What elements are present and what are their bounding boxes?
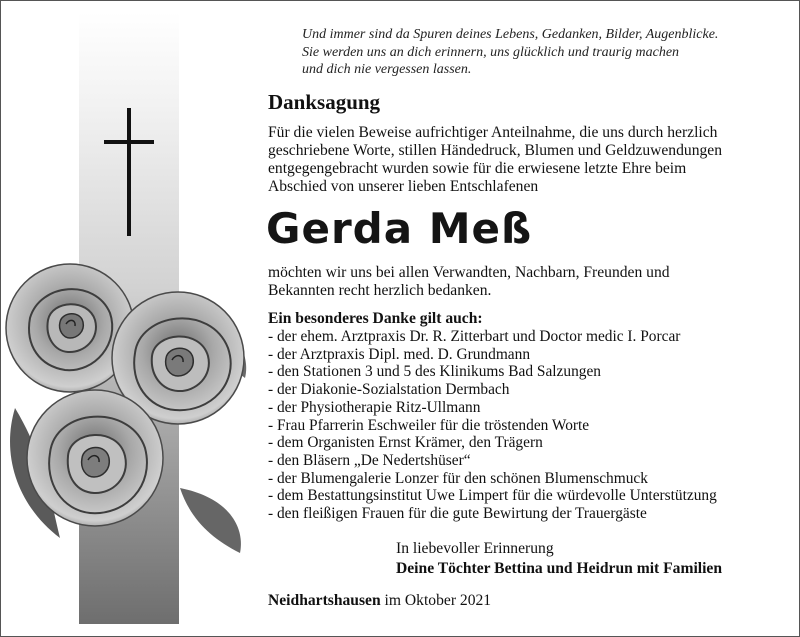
list-item: - der Arztpraxis Dipl. med. D. Grundmann	[268, 345, 531, 363]
list-item: - dem Organisten Ernst Krämer, den Trägern	[268, 434, 543, 452]
town-name: Neidhartshausen	[268, 592, 381, 609]
place-date	[268, 592, 491, 610]
thanks-paragraph	[268, 264, 788, 300]
family-signature: Deine Töchter Bettina und Heidrun mit Familien	[396, 560, 723, 577]
motto-line: Sie werden uns an dich erinnern, uns glücklich und traurig machen	[302, 44, 680, 60]
intro-line: Abschied von unserer lieben Entschlafenen	[268, 178, 539, 195]
list-item: - den Stationen 3 und 5 des Klinikums Bad Salzungen	[268, 363, 601, 381]
roses-illustration	[0, 258, 250, 558]
intro-line: Für die vielen Beweise aufrichtiger Anteilnahme, die uns durch herzlich	[268, 124, 718, 141]
list-item: - der Diakonie-Sozialstation Dermbach	[268, 381, 510, 399]
thanks-line: möchten wir uns bei allen Verwandten, Nachbarn, Freunden und	[268, 264, 670, 281]
cross-icon	[127, 108, 131, 236]
date-text: im Oktober 2021	[380, 592, 492, 609]
list-item: - den Bläsern „De Nedertshüser“	[268, 451, 471, 469]
list-item: - der Physiotherapie Ritz-Ullmann	[268, 398, 481, 416]
deceased-name: Gerda Meß	[266, 204, 533, 253]
motto-line: Und immer sind da Spuren deines Lebens, Gedanken, Bilder, Augenblicke.	[302, 27, 719, 42]
special-thanks-title: Ein besonderes Danke gilt auch:	[268, 310, 483, 327]
closing-signature	[396, 539, 722, 579]
rose-bottom	[27, 390, 163, 526]
special-thanks-list	[268, 328, 793, 523]
cross-icon-bar	[104, 140, 154, 144]
intro-paragraph	[268, 124, 788, 196]
list-item: - der Blumengalerie Lonzer für den schönen Blumenschmuck	[268, 469, 648, 487]
motto-quote	[302, 26, 792, 79]
list-item: - den fleißigen Frauen für die gute Bewirtung der Trauergäste	[268, 505, 647, 523]
motto-line: und dich nie vergessen lassen.	[302, 62, 472, 77]
thanks-line: Bekannten recht herzlich bedanken.	[268, 282, 492, 299]
heading-title: Danksagung	[268, 90, 381, 114]
list-item: - dem Bestattungsinstitut Uwe Limpert für die würdevolle Unterstützung	[268, 487, 717, 505]
intro-line: entgegengebracht wurden sowie für die erwiesene letzte Ehre beim	[268, 160, 687, 177]
remembrance-line: In liebevoller Erinnerung	[396, 540, 554, 557]
list-item: - Frau Pfarrerin Eschweiler für die tröstenden Worte	[268, 416, 590, 434]
list-item: - der ehem. Arztpraxis Dr. R. Zitterbart und Doctor medic I. Porcar	[268, 328, 681, 345]
intro-line: geschriebene Worte, stillen Händedruck, Blumen und Geldzuwendungen	[268, 142, 723, 159]
